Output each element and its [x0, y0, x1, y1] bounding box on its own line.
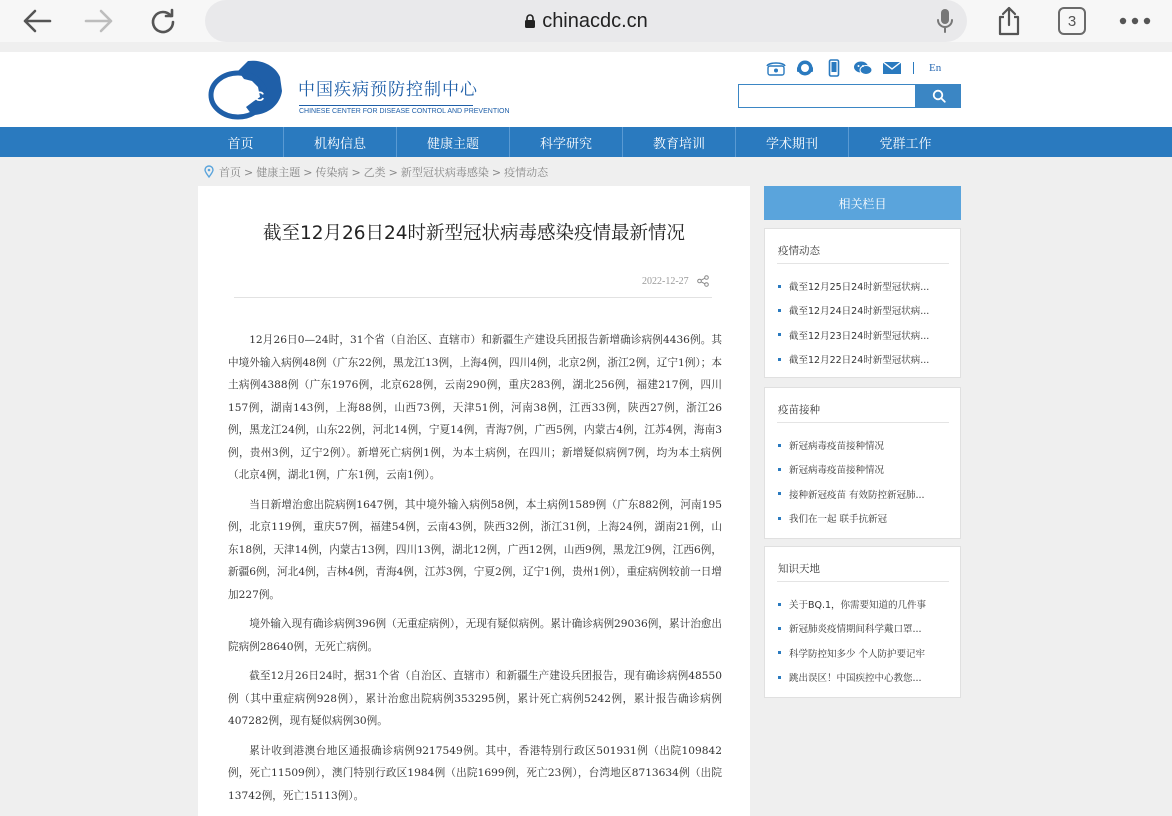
sidebar-link[interactable]: 我们在一起 联手抗新冠	[778, 506, 956, 530]
article-body	[228, 329, 722, 814]
article-paragraph: 境外输入现有确诊病例396例（无重症病例），无现有疑似病例。累计确诊病例29036例，累计治愈出院病例28640例，无死亡病例。	[228, 618, 722, 653]
tabs-button[interactable]: 3	[1058, 7, 1086, 35]
sidebar-link[interactable]: 截至12月23日24时新型冠状病...	[778, 323, 956, 347]
mail-icon[interactable]	[882, 59, 902, 77]
main-nav	[0, 127, 1172, 157]
phone-icon[interactable]	[766, 59, 786, 77]
arrow-right-icon	[84, 9, 114, 33]
article-title: 截至12月26日24时新型冠状病毒感染疫情最新情况	[262, 223, 686, 244]
site-search-button[interactable]	[916, 84, 961, 108]
lock-icon	[524, 14, 536, 29]
sidebar-box-title[interactable]: 知识天地	[778, 563, 820, 575]
header-quick-links	[766, 58, 941, 78]
voice-search-button[interactable]	[928, 4, 962, 38]
address-bar[interactable]	[205, 0, 967, 42]
nav-party-work[interactable]: 党群工作	[879, 136, 932, 152]
breadcrumb-health-topics[interactable]: 健康主题	[256, 166, 301, 179]
sidebar-link[interactable]: 跳出误区！中国疾控中心教您...	[778, 665, 956, 689]
nav-journals[interactable]: 学术期刊	[736, 127, 849, 157]
share-button[interactable]	[992, 4, 1026, 38]
site-name-en: CHINESE CENTER FOR DISEASE CONTROL AND PREVENTION	[299, 105, 473, 115]
sidebar-link[interactable]: 接种新冠疫苗 有效防控新冠肺...	[778, 482, 956, 506]
article-date: 2022-12-27	[642, 275, 689, 287]
logo-badge-text: CDC	[234, 88, 265, 104]
sidebar-box-knowledge	[764, 546, 961, 698]
cdc-logo-icon	[208, 57, 290, 123]
sidebar-box-title[interactable]: 疫苗接种	[778, 404, 820, 416]
article-paragraph: 截至12月26日24时，据31个省（自治区、直辖市）和新疆生产建设兵团报告，现有确诊病例48550例（其中重症病例928例），累计治愈出院病例353295例，累计死亡病例5242例，累计报告确诊病例407282例，现有疑似病例30例。	[228, 670, 722, 727]
breadcrumb-class-b[interactable]: 乙类	[363, 166, 386, 179]
english-link[interactable]: En	[929, 62, 942, 74]
more-dots-icon	[1119, 17, 1151, 25]
sidebar-box-outbreak	[764, 228, 961, 378]
reload-button[interactable]	[146, 4, 180, 38]
sidebar-link[interactable]: 截至12月22日24时新型冠状病...	[778, 347, 956, 371]
sidebar-link[interactable]: 关于BQ.1，你需要知道的几件事	[778, 592, 956, 616]
reload-icon	[149, 7, 177, 35]
nav-research[interactable]: 科学研究	[510, 127, 623, 157]
share-icon	[996, 6, 1022, 36]
sidebar-link[interactable]: 截至12月24日24时新型冠状病...	[778, 298, 956, 322]
nav-health-topics[interactable]: 健康主题	[397, 127, 510, 157]
article-paragraph: 当日新增治愈出院病例1647例，其中境外输入病例58例，本土病例1589例（广东882例，河南195例，北京119例，重庆57例，福建54例，云南43例，陕西32例，浙江31例，上海24例，湖南21例，山东18例，天津14例，内蒙古13例，四川13例，湖北12例，广西12例，山西9例，黑龙江9例，江西6例，新疆6例，河北4例，吉林4例，青海4例，江苏3例，宁夏2例，辽宁1例，贵州1例），重症病例较前一日增加227例。	[228, 498, 722, 601]
sidebar-link[interactable]: 新冠肺炎疫情期间科学戴口罩...	[778, 616, 956, 640]
breadcrumb-home[interactable]: 首页	[219, 166, 241, 179]
nav-home[interactable]: 首页	[198, 127, 284, 157]
breadcrumb: 首页 > 健康主题 > 传染病 > 乙类 > 新型冠状病毒感染 > 疫情动态	[204, 164, 548, 180]
sidebar-box-vaccination	[764, 387, 961, 539]
sidebar-link[interactable]: 截至12月25日24时新型冠状病...	[778, 274, 956, 298]
back-button[interactable]	[20, 4, 54, 38]
forward-button[interactable]	[82, 4, 116, 38]
nav-organization[interactable]: 机构信息	[284, 127, 397, 157]
sidebar-link[interactable]: 新冠病毒疫苗接种情况	[778, 433, 956, 457]
breadcrumb-outbreak-updates[interactable]: 疫情动态	[504, 166, 549, 179]
site-header	[0, 52, 1172, 127]
site-search-input[interactable]	[738, 84, 916, 108]
support-icon[interactable]	[795, 59, 815, 77]
divider	[234, 297, 712, 298]
article	[198, 186, 750, 816]
mobile-icon[interactable]	[824, 59, 844, 77]
sidebar-link[interactable]: 科学防控知多少 个人防护要记牢	[778, 641, 956, 665]
sidebar-link[interactable]: 新冠病毒疫苗接种情况	[778, 457, 956, 481]
search-icon	[932, 89, 946, 103]
article-paragraph: 累计收到港澳台地区通报确诊病例9217549例。其中，香港特别行政区501931例（出院109842例，死亡11509例），澳门特别行政区1984例（出院1699例，死亡23例），台湾地区8713634例（出院13742例，死亡15113例）。	[228, 744, 722, 802]
site-logo[interactable]	[208, 57, 510, 123]
breadcrumb-covid[interactable]: 新型冠状病毒感染	[400, 166, 489, 179]
microphone-icon	[936, 8, 954, 34]
more-menu-button[interactable]	[1118, 4, 1152, 38]
divider	[913, 62, 914, 74]
nav-education[interactable]: 教育培训	[623, 127, 736, 157]
browser-toolbar	[0, 0, 1172, 42]
url-text: chinacdc.cn	[542, 9, 648, 32]
breadcrumb-infectious[interactable]: 传染病	[315, 166, 349, 179]
wechat-icon[interactable]	[853, 59, 873, 77]
sidebar-box-title[interactable]: 疫情动态	[778, 245, 820, 257]
article-paragraph: 12月26日0—24时，31个省（自治区、直辖市）和新疆生产建设兵团报告新增确诊病例4436例。其中境外输入病例48例（广东22例，黑龙江13例，上海4例，四川4例，北京2例，浙江2例，辽宁1例）；本土病例4388例（广东1976例，北京628例，云南290例，重庆283例，湖北256例，福建217例，四川157例，湖南143例，上海88例，山西73例，天津51例，河南38例，江西33例，陕西27例，浙江26例，黑龙江24例，山东22例，河北14例，宁夏14例，青海7例，广西5例，内蒙古4例，江苏4例，海南3例，贵州3例，辽宁2例）。新增死亡病例1例，为本土病例，在四川；新增疑似病例7例，均为本土病例（北京4例，湖北1例，广东1例，云南1例）。	[228, 334, 722, 481]
arrow-left-icon	[22, 9, 52, 33]
sidebar-title: 相关栏目	[764, 186, 961, 220]
location-pin-icon	[204, 166, 214, 178]
site-name-cn: 中国疾病预防控制中心	[298, 80, 478, 100]
article-meta	[642, 275, 709, 287]
share-icon[interactable]	[697, 275, 709, 287]
